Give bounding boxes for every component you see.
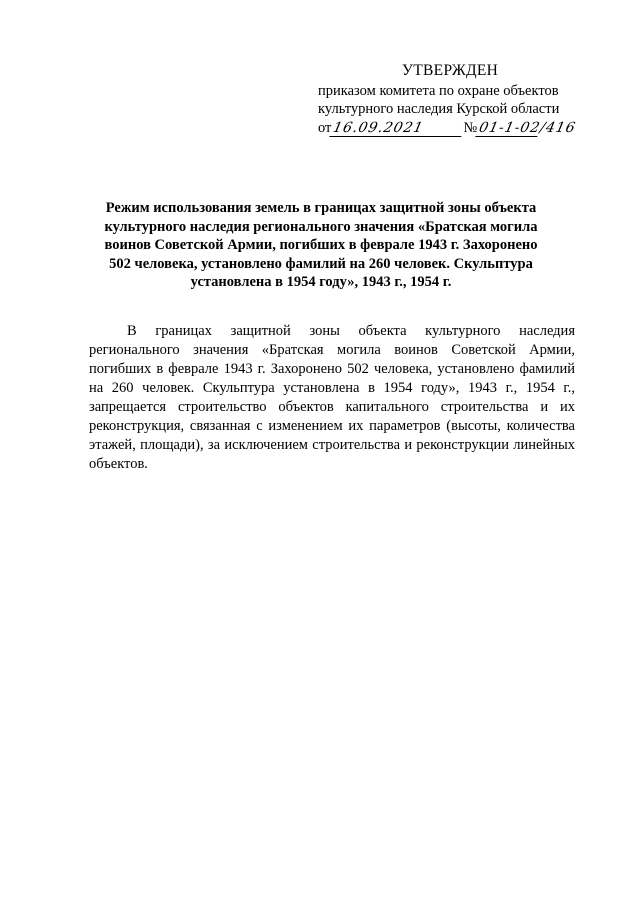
document-body-paragraph: В границах защитной зоны объекта культурного наследия регионального значения «Братская могила воинов Советской Армии, погибших в феврале 1943 г. Захоронено 502 человека, установлено фамилий на 260 человек. Скульптура установлена в 1954 году», 1943 г., 1954 г., запрещается строительство объектов капитального строительства и их реконструкция, связанная с изменением их параметров (высоты, количества этажей, площади), за исключением строительства и реконструкции линейных объектов.	[89, 323, 575, 472]
handwritten-number: 01-1-02/416	[476, 121, 541, 137]
approval-date-row	[318, 119, 588, 137]
document-heading: Режим использования земель в границах защитной зоны объекта культурного наследия регионального значения «Братская могила воинов Советской Армии, погибших в феврале 1943 г. Захоронено 502 человека, установлено фамилий на 260 человек. Скульптура установлена в 1954 году», 1943 г., 1954 г.	[104, 200, 538, 290]
approval-line-2: культурного наследия Курской области	[318, 101, 560, 117]
approval-line-1: приказом комитета по охране объектов	[318, 83, 559, 99]
approval-title: УТВЕРЖДЕН	[402, 62, 499, 79]
handwritten-date: 16.09.2021	[330, 121, 465, 137]
number-prefix: №	[463, 120, 478, 136]
approval-block	[318, 62, 588, 137]
date-prefix: от	[318, 120, 332, 136]
